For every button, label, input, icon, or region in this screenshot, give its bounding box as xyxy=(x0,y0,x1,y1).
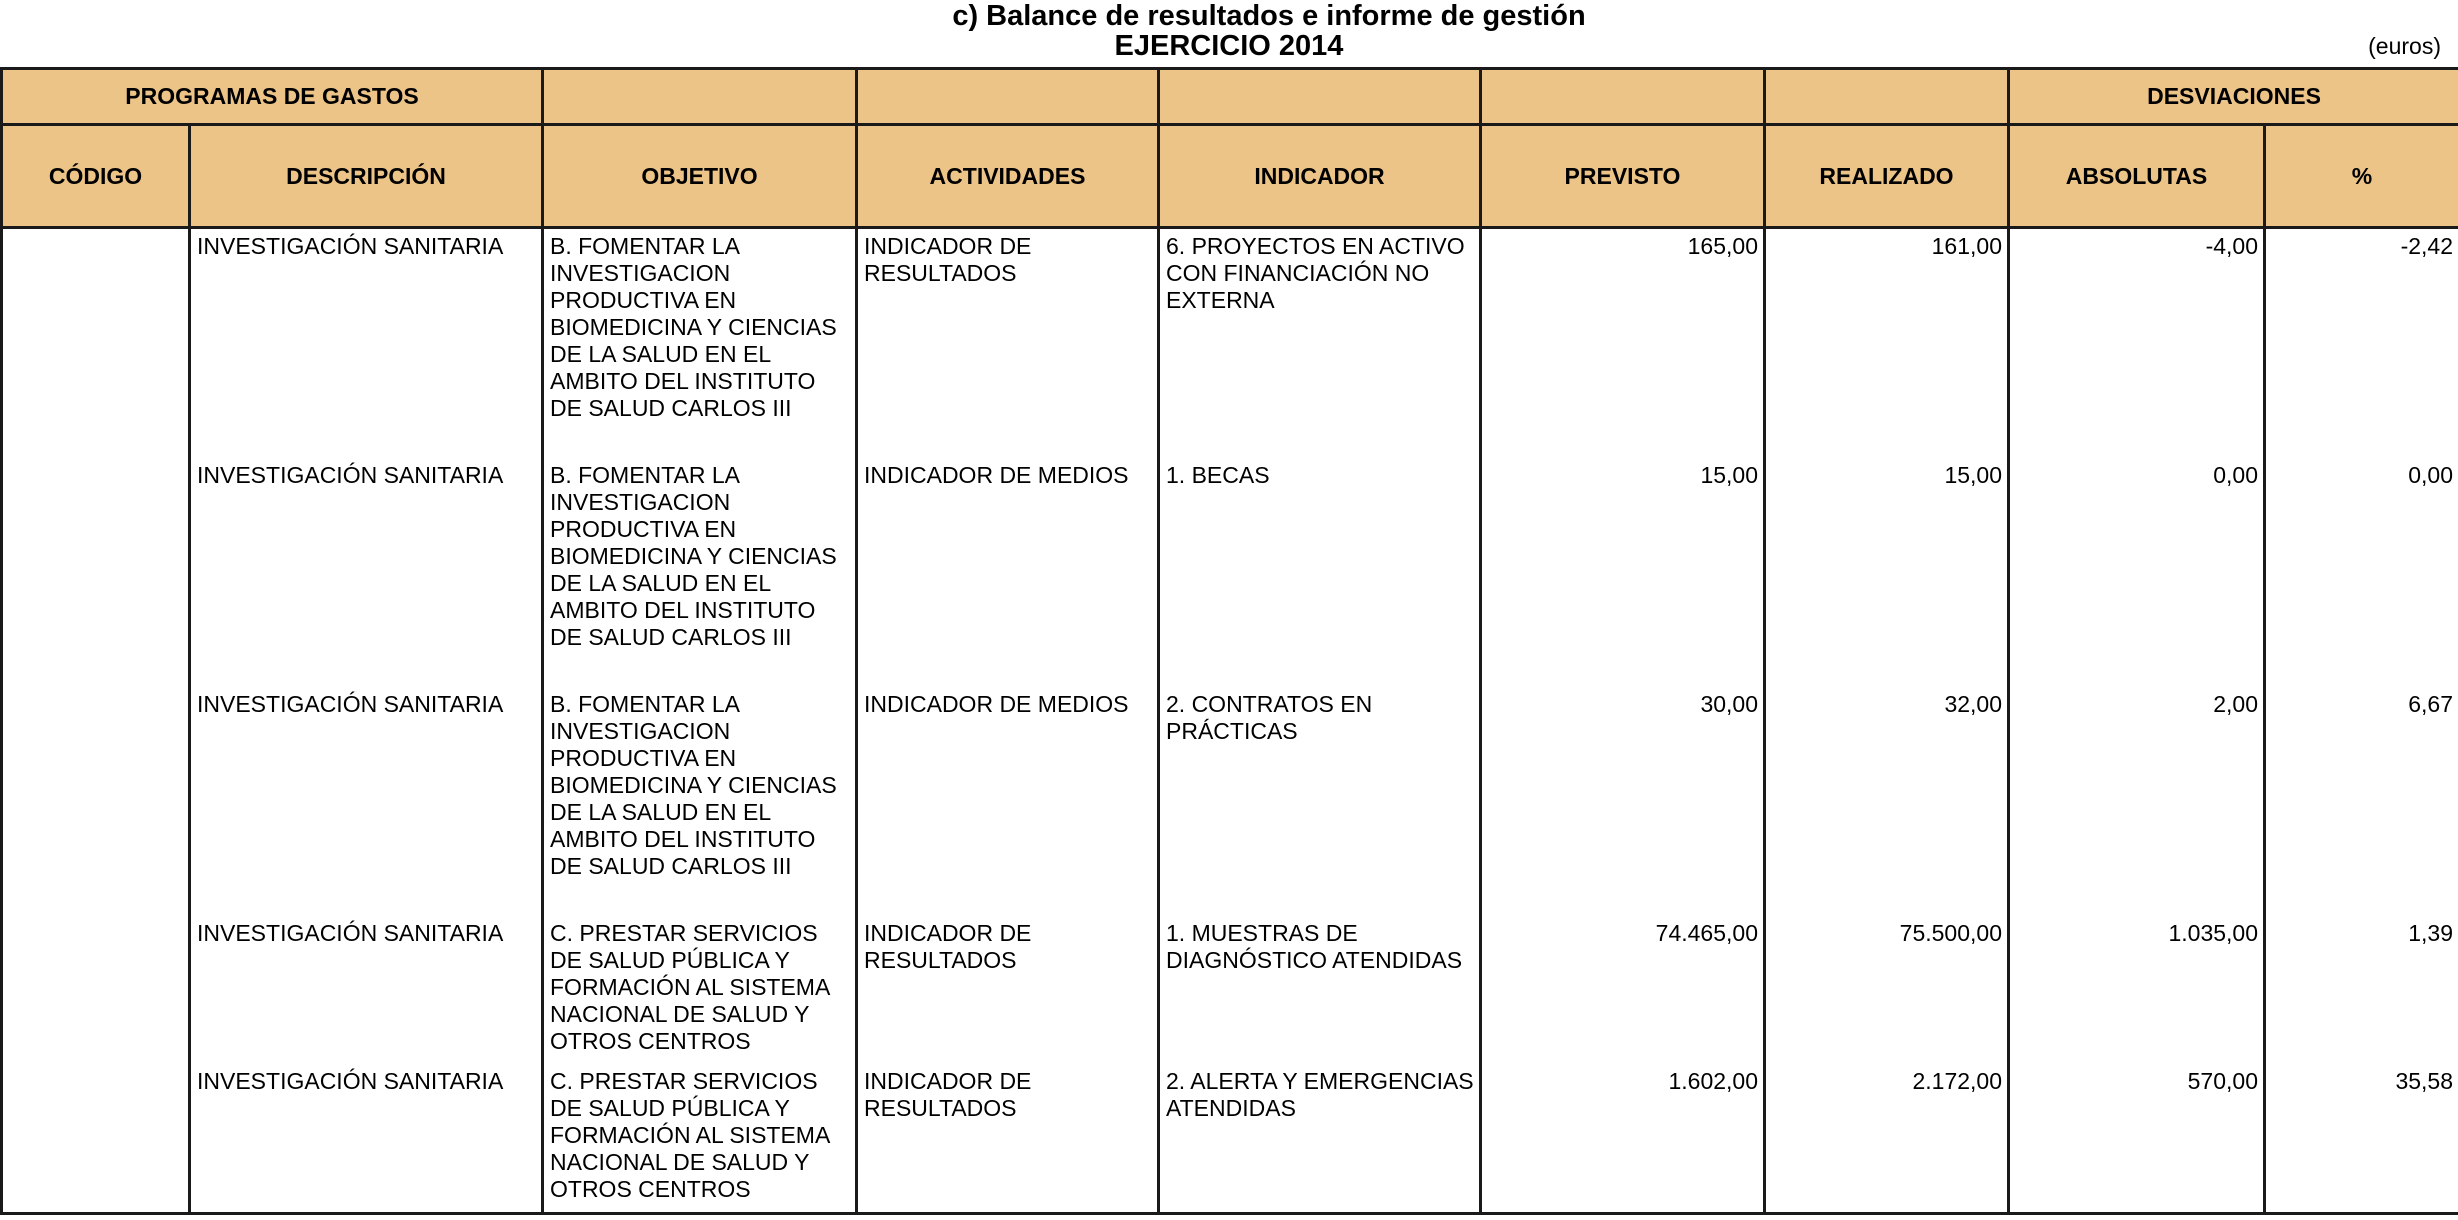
header-columns-row xyxy=(2,125,2458,228)
cell-descripcion: INVESTIGACIÓN SANITARIA xyxy=(190,1064,543,1214)
cell-previsto: 1.602,00 xyxy=(1481,1064,1765,1214)
column-header-codigo: CÓDIGO xyxy=(2,125,190,228)
header-desviaciones: DESVIACIONES xyxy=(2009,69,2458,125)
cell-codigo xyxy=(2,1064,190,1214)
header-blank xyxy=(1481,69,1765,125)
cell-previsto: 74.465,00 xyxy=(1481,916,1765,1064)
cell-actividades: INDICADOR DE MEDIOS xyxy=(857,458,1159,687)
cell-porcentaje: -2,42 xyxy=(2265,228,2458,459)
header-blank xyxy=(543,69,857,125)
column-header-realizado: REALIZADO xyxy=(1765,125,2009,228)
header-programas-gastos: PROGRAMAS DE GASTOS xyxy=(2,69,543,125)
cell-codigo xyxy=(2,228,190,459)
column-header-porcentaje: % xyxy=(2265,125,2458,228)
cell-indicador: 6. PROYECTOS EN ACTIVO CON FINANCIACIÓN NO EXTERNA xyxy=(1159,228,1481,459)
cell-objetivo: C. PRESTAR SERVICIOS DE SALUD PÚBLICA Y FORMACIÓN AL SISTEMA NACIONAL DE SALUD Y OTROS CENTROS xyxy=(543,1064,857,1214)
cell-indicador: 2. ALERTA Y EMERGENCIAS ATENDIDAS xyxy=(1159,1064,1481,1214)
cell-actividades: INDICADOR DE RESULTADOS xyxy=(857,228,1159,459)
cell-actividades: INDICADOR DE RESULTADOS xyxy=(857,1064,1159,1214)
cell-codigo xyxy=(2,458,190,687)
column-header-descripcion: DESCRIPCIÓN xyxy=(190,125,543,228)
cell-porcentaje: 35,58 xyxy=(2265,1064,2458,1214)
cell-realizado: 161,00 xyxy=(1765,228,2009,459)
cell-absolutas: 0,00 xyxy=(2009,458,2265,687)
cell-porcentaje: 6,67 xyxy=(2265,687,2458,916)
table-row xyxy=(2,458,2458,687)
cell-previsto: 165,00 xyxy=(1481,228,1765,459)
cell-objetivo: B. FOMENTAR LA INVESTIGACION PRODUCTIVA EN BIOMEDICINA Y CIENCIAS DE LA SALUD EN EL AMBITO DEL INSTITUTO DE SALUD CARLOS III xyxy=(543,458,857,687)
column-header-objetivo: OBJETIVO xyxy=(543,125,857,228)
column-header-absolutas: ABSOLUTAS xyxy=(2009,125,2265,228)
cell-porcentaje: 0,00 xyxy=(2265,458,2458,687)
cell-previsto: 30,00 xyxy=(1481,687,1765,916)
header-group-row xyxy=(2,69,2458,125)
cell-indicador: 1. MUESTRAS DE DIAGNÓSTICO ATENDIDAS xyxy=(1159,916,1481,1064)
cell-absolutas: 1.035,00 xyxy=(2009,916,2265,1064)
cell-realizado: 15,00 xyxy=(1765,458,2009,687)
cell-codigo xyxy=(2,916,190,1064)
units-label: (euros) xyxy=(2368,33,2441,59)
cell-indicador: 2. CONTRATOS EN PRÁCTICAS xyxy=(1159,687,1481,916)
cell-absolutas: -4,00 xyxy=(2009,228,2265,459)
report-title: c) Balance de resultados e informe de gestión xyxy=(952,0,1586,32)
cell-realizado: 2.172,00 xyxy=(1765,1064,2009,1214)
cell-descripcion: INVESTIGACIÓN SANITARIA xyxy=(190,687,543,916)
cell-codigo xyxy=(2,687,190,916)
header-blank xyxy=(1159,69,1481,125)
cell-actividades: INDICADOR DE RESULTADOS xyxy=(857,916,1159,1064)
cell-porcentaje: 1,39 xyxy=(2265,916,2458,1064)
cell-actividades: INDICADOR DE MEDIOS xyxy=(857,687,1159,916)
cell-objetivo: B. FOMENTAR LA INVESTIGACION PRODUCTIVA EN BIOMEDICINA Y CIENCIAS DE LA SALUD EN EL AMBITO DEL INSTITUTO DE SALUD CARLOS III xyxy=(543,228,857,459)
cell-realizado: 75.500,00 xyxy=(1765,916,2009,1064)
results-table xyxy=(0,67,2458,1215)
table-row xyxy=(2,228,2458,459)
cell-absolutas: 2,00 xyxy=(2009,687,2265,916)
cell-objetivo: C. PRESTAR SERVICIOS DE SALUD PÚBLICA Y FORMACIÓN AL SISTEMA NACIONAL DE SALUD Y OTROS CENTROS xyxy=(543,916,857,1064)
cell-indicador: 1. BECAS xyxy=(1159,458,1481,687)
column-header-actividades: ACTIVIDADES xyxy=(857,125,1159,228)
report-subtitle: EJERCICIO 2014 xyxy=(1114,30,1344,62)
header-blank xyxy=(857,69,1159,125)
cell-realizado: 32,00 xyxy=(1765,687,2009,916)
cell-descripcion: INVESTIGACIÓN SANITARIA xyxy=(190,458,543,687)
cell-objetivo: B. FOMENTAR LA INVESTIGACION PRODUCTIVA EN BIOMEDICINA Y CIENCIAS DE LA SALUD EN EL AMBITO DEL INSTITUTO DE SALUD CARLOS III xyxy=(543,687,857,916)
cell-descripcion: INVESTIGACIÓN SANITARIA xyxy=(190,228,543,459)
cell-absolutas: 570,00 xyxy=(2009,1064,2265,1214)
table-row xyxy=(2,687,2458,916)
column-header-indicador: INDICADOR xyxy=(1159,125,1481,228)
table-row xyxy=(2,1064,2458,1214)
header-blank xyxy=(1765,69,2009,125)
cell-descripcion: INVESTIGACIÓN SANITARIA xyxy=(190,916,543,1064)
table-row xyxy=(2,916,2458,1064)
column-header-previsto: PREVISTO xyxy=(1481,125,1765,228)
cell-previsto: 15,00 xyxy=(1481,458,1765,687)
